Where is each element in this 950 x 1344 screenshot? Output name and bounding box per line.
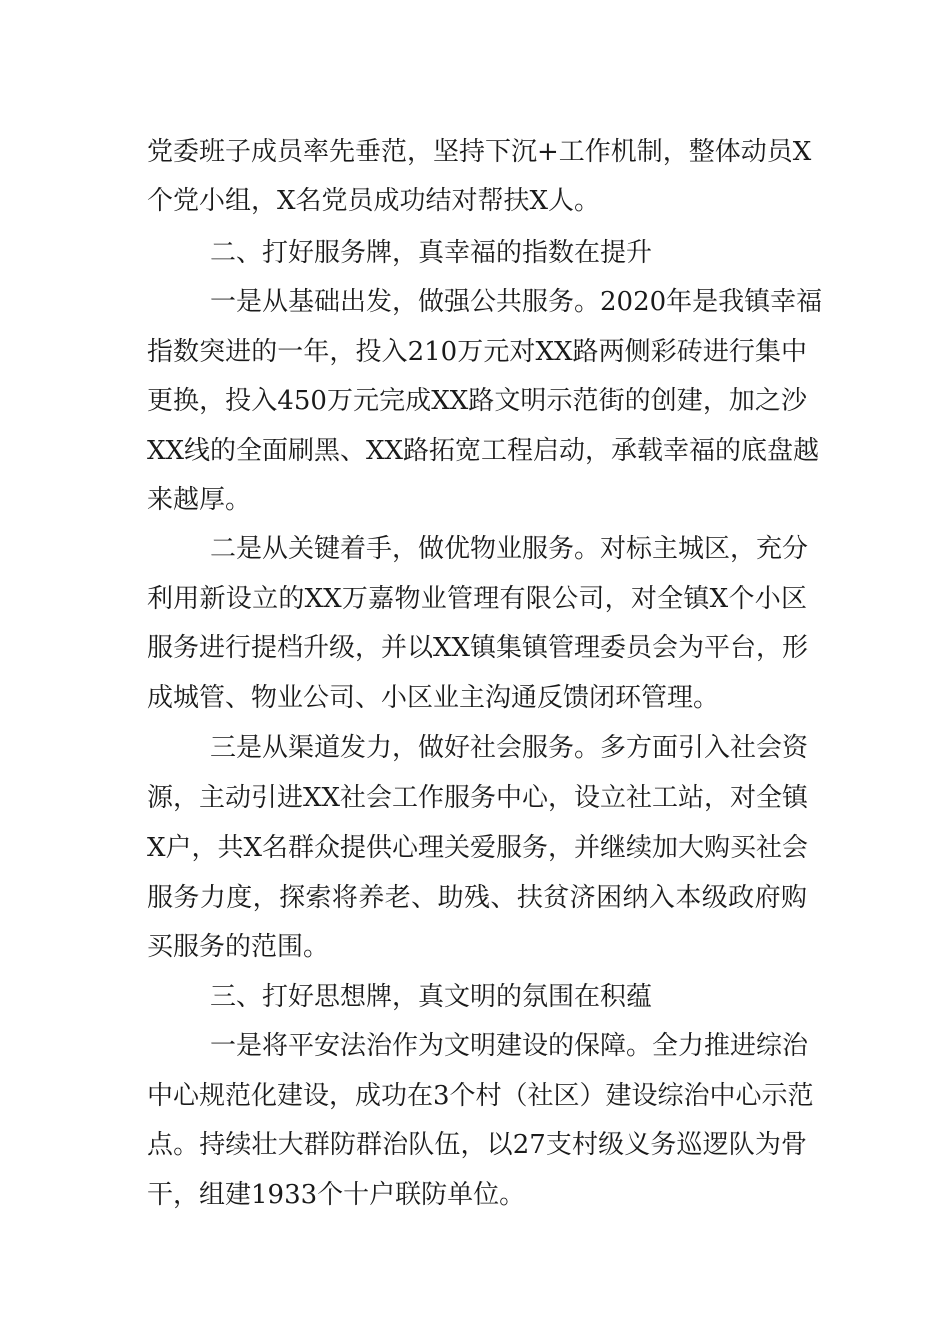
text-line-1: 党委班子成员率先垂范，坚持下沉+工作机制，整体动员X <box>147 137 812 167</box>
text-line-11: 服务进行提档升级，并以XX镇集镇管理委员会为平台，形 <box>147 633 809 663</box>
text-line-14: 源，主动引进XX社会工作服务中心，设立社工站，对全镇 <box>147 783 809 813</box>
text-line-8: 来越厚。 <box>147 485 252 515</box>
text-line-10: 利用新设立的XX万嘉物业管理有限公司，对全镇X个小区 <box>147 584 807 614</box>
text-line-13: 三是从渠道发力，做好社会服务。多方面引入社会资 <box>210 733 809 763</box>
section-heading-2: 二、打好服务牌，真幸福的指数在提升 <box>210 238 653 268</box>
text-line-9: 二是从关键着手，做优物业服务。对标主城区，充分 <box>210 534 809 564</box>
section-heading-3: 三、打好思想牌，真文明的氛围在积蕴 <box>210 982 653 1012</box>
text-line-2: 个党小组，X名党员成功结对帮扶X人。 <box>147 186 601 216</box>
text-line-5: 指数突进的一年，投入210万元对XX路两侧彩砖进行集中 <box>147 337 807 367</box>
text-line-7: XX线的全面刷黑、XX路拓宽工程启动，承载幸福的底盘越 <box>147 436 820 466</box>
text-line-12: 成城管、物业公司、小区业主沟通反馈闭环管理。 <box>147 683 720 713</box>
text-line-20: 中心规范化建设，成功在3个村（社区）建设综治中心示范 <box>147 1081 814 1111</box>
text-line-22: 干，组建1933个十户联防单位。 <box>147 1180 526 1210</box>
text-line-16: 服务力度，探索将养老、助残、扶贫济困纳入本级政府购 <box>147 883 807 913</box>
text-line-6: 更换，投入450万元完成XX路文明示范街的创建，加之沙 <box>147 386 807 416</box>
text-line-19: 一是将平安法治作为文明建设的保障。全力推进综治 <box>210 1031 809 1061</box>
text-line-17: 买服务的范围。 <box>147 932 330 962</box>
text-line-21: 点。持续壮大群防群治队伍，以27支村级义务巡逻队为骨 <box>147 1130 807 1160</box>
text-line-4: 一是从基础出发，做强公共服务。2020年是我镇幸福 <box>210 287 823 317</box>
text-line-15: X户，共X名群众提供心理关爱服务，并继续加大购买社会 <box>147 833 809 863</box>
